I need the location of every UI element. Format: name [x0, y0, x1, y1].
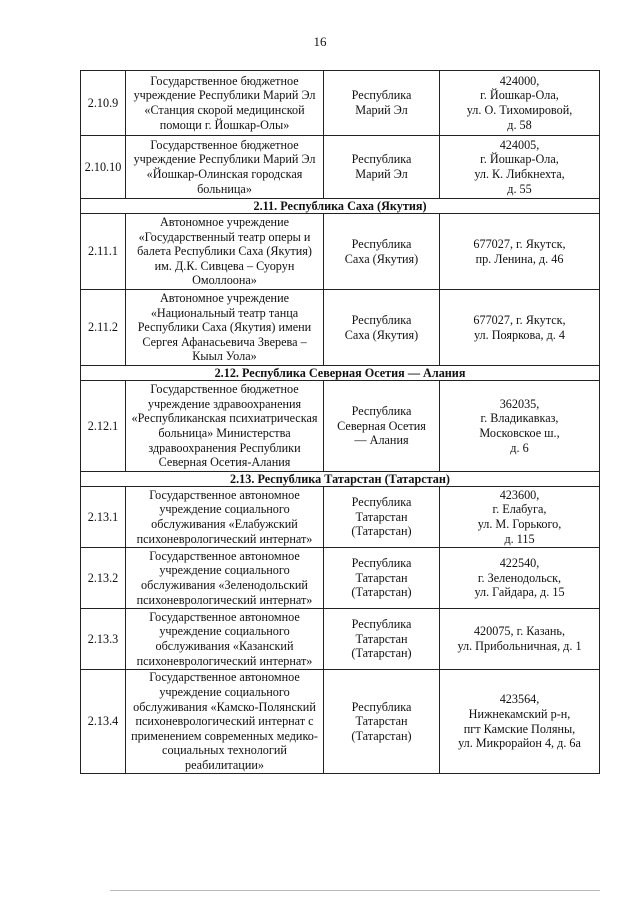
cell-line: (Татарстан) [351, 728, 412, 743]
cell-line: балета Республики Саха (Якутия) [137, 244, 312, 259]
cell-line: — Алания [354, 433, 409, 448]
cell-line: Московское ш., [479, 426, 560, 440]
cell-line: г. Йошкар-Ола, [480, 152, 559, 167]
cell-line: Республика [351, 617, 412, 632]
row-number: 2.12.1 [81, 381, 126, 472]
cell-line: Республика [351, 88, 412, 103]
region-cell [324, 136, 440, 199]
cell-line: Республика [351, 556, 412, 571]
cell-line: «Государственный театр оперы и [138, 229, 311, 244]
cell-line: 424005, [499, 137, 540, 152]
region-cell [324, 290, 440, 366]
cell-line: Государственное автономное [149, 548, 300, 563]
section-header-row [81, 472, 600, 487]
cell-line: д. 115 [504, 531, 535, 546]
cell-line: г. Зеленодольск, [477, 570, 562, 585]
cell-line: Республика [351, 236, 412, 251]
cell-line: ул. Прибольничная, д. 1 [457, 639, 582, 653]
table-row [81, 609, 600, 670]
cell-line: Республика [351, 404, 412, 419]
cell-line: учреждение социального [159, 624, 290, 639]
cell-line: «Республиканская психиатрическая [131, 411, 318, 426]
cell-line: г. Йошкар-Ола, [480, 88, 559, 103]
address-cell [440, 548, 600, 609]
institution-name-cell [126, 548, 324, 609]
row-number: 2.13.3 [81, 609, 126, 670]
cell-line: психоневрологический интернат» [136, 653, 313, 668]
cell-line: ул. О. Тихомировой, [466, 103, 573, 117]
cell-line: Государственное бюджетное [150, 137, 299, 152]
table-row [81, 670, 600, 774]
cell-line: 423564, [499, 692, 540, 707]
cell-line: Республика [351, 312, 412, 327]
cell-line: «Йошкар-Олинская городская [146, 167, 303, 181]
table-row [81, 136, 600, 199]
cell-line: Татарстан [355, 631, 408, 646]
table-row [81, 290, 600, 366]
cell-line: 424000, [499, 73, 540, 88]
cell-line: Автономное учреждение [159, 215, 290, 230]
cell-line: Марий Эл [355, 103, 408, 117]
row-number: 2.11.1 [81, 214, 126, 290]
region-cell [324, 71, 440, 136]
section-title: 2.13. Республика Татарстан (Татарстан) [81, 472, 600, 487]
institution-name-cell [126, 290, 324, 366]
cell-line: учреждение здравоохранения [147, 396, 302, 411]
address-cell [440, 214, 600, 290]
cell-line: обслуживания «Казанский [155, 639, 294, 653]
cell-line: 420075, г. Казань, [473, 624, 566, 639]
cell-line: 677027, г. Якутск, [473, 312, 566, 327]
cell-line: психоневрологический интернат» [136, 531, 313, 546]
cell-line: г. Елабуга, [492, 502, 547, 517]
cell-line: Государственное бюджетное [150, 73, 299, 88]
cell-line: Кыыл Уола» [192, 349, 257, 364]
cell-line: применением современных медико- [131, 728, 318, 743]
cell-line: пр. Ленина, д. 46 [475, 251, 564, 266]
cell-line: ул. Пояркова, д. 4 [474, 327, 565, 342]
cell-line: (Татарстан) [351, 646, 412, 661]
cell-line: им. Д.К. Сивцева – Суорун [154, 258, 295, 273]
cell-line: Нижнекамский р-н, [468, 706, 571, 721]
institution-name-cell [126, 214, 324, 290]
cell-line: Государственное автономное [149, 609, 300, 624]
address-cell [440, 136, 600, 199]
cell-line: пгт Камские Поляны, [463, 721, 576, 736]
cell-line: Саха (Якутия) [344, 251, 419, 266]
region-cell [324, 609, 440, 670]
cell-line: учреждение Республики Марий Эл [133, 152, 316, 167]
cell-line: реабилитации» [185, 757, 264, 772]
cell-line: Государственное бюджетное [150, 382, 299, 397]
cell-line: ул. К. Либкнехта, [474, 167, 565, 181]
cell-line: 423600, [499, 487, 540, 502]
section-title: 2.11. Республика Саха (Якутия) [81, 199, 600, 214]
region-cell [324, 548, 440, 609]
institution-name-cell [126, 136, 324, 199]
institution-name-cell [126, 609, 324, 670]
table-row [81, 548, 600, 609]
region-cell [324, 487, 440, 548]
cell-line: Автономное учреждение [159, 291, 290, 306]
address-cell [440, 609, 600, 670]
row-number: 2.13.2 [81, 548, 126, 609]
cell-line: 362035, [499, 396, 540, 411]
cell-line: 422540, [499, 556, 540, 571]
cell-line: Сергея Афанасьевича Зверева – [142, 334, 307, 349]
cell-line: Омоллоона» [192, 273, 257, 288]
cell-line: д. 55 [507, 181, 532, 196]
cell-line: Республика [351, 495, 412, 510]
cell-line: обслуживания «Елабужский [151, 517, 298, 531]
cell-line: (Татарстан) [351, 585, 412, 600]
cell-line: Республика [351, 152, 412, 167]
cell-line: Татарстан [355, 509, 408, 524]
cell-line: д. 58 [507, 117, 532, 132]
row-number: 2.13.4 [81, 670, 126, 774]
table-row [81, 487, 600, 548]
cell-line: психоневрологический интернат» [136, 592, 313, 607]
cell-line: «Национальный театр танца [150, 305, 299, 320]
table-row [81, 381, 600, 472]
cell-line: Марий Эл [355, 167, 408, 181]
cell-line: (Татарстан) [351, 524, 412, 539]
cell-line: ул. Микрорайон 4, д. 6а [458, 736, 581, 751]
address-cell [440, 290, 600, 366]
address-cell [440, 670, 600, 774]
cell-line: Татарстан [355, 714, 408, 729]
address-cell [440, 71, 600, 136]
institution-name-cell [126, 381, 324, 472]
cell-line: учреждение Республики Марий Эл [133, 88, 316, 103]
cell-line: учреждение социального [159, 502, 290, 517]
address-cell [440, 487, 600, 548]
region-cell [324, 214, 440, 290]
cell-line: психоневрологический интернат с [135, 714, 314, 729]
cell-line: обслуживания «Камско-Полянский [133, 699, 316, 714]
cell-line: Саха (Якутия) [344, 327, 419, 342]
row-number: 2.10.10 [81, 136, 126, 199]
cell-line: здравоохранения Республики [148, 440, 301, 455]
cell-line: учреждение социального [159, 563, 290, 578]
cell-line: Северная Осетия [337, 418, 426, 433]
cell-line: Татарстан [355, 570, 408, 585]
cell-line: Республика [351, 699, 412, 714]
cell-line: больница» Министерства [158, 426, 291, 440]
cell-line: ул. Гайдара, д. 15 [474, 585, 565, 600]
cell-line: Северная Осетия-Алания [158, 455, 291, 470]
address-cell [440, 381, 600, 472]
cell-line: ул. М. Горького, [477, 517, 562, 531]
table-row [81, 71, 600, 136]
cell-line: Государственное автономное [149, 487, 300, 502]
cell-line: учреждение социального [159, 685, 290, 700]
section-header-row [81, 366, 600, 381]
page-number: 16 [313, 34, 327, 49]
cell-line: Республики Саха (Якутия) имени [137, 320, 312, 335]
institution-name-cell [126, 670, 324, 774]
cell-line: г. Владикавказ, [480, 411, 559, 426]
cell-line: больница» [197, 181, 252, 196]
cell-line: д. 6 [510, 440, 529, 455]
institution-name-cell [126, 487, 324, 548]
cell-line: социальных технологий [162, 743, 287, 758]
section-title: 2.12. Республика Северная Осетия — Алания [81, 366, 600, 381]
cell-line: «Станция скорой медицинской [144, 103, 305, 117]
institution-name-cell [126, 71, 324, 136]
row-number: 2.10.9 [81, 71, 126, 136]
cell-line: 677027, г. Якутск, [473, 236, 566, 251]
cell-line: помощи г. Йошкар-Олы» [159, 117, 290, 132]
region-cell [324, 381, 440, 472]
section-header-row [81, 199, 600, 214]
table-row [81, 214, 600, 290]
row-number: 2.11.2 [81, 290, 126, 366]
region-cell [324, 670, 440, 774]
page-bottom-rule [110, 890, 600, 891]
cell-line: Государственное автономное [149, 670, 300, 685]
institutions-table [80, 70, 600, 774]
cell-line: обслуживания «Зеленодольский [141, 578, 308, 592]
row-number: 2.13.1 [81, 487, 126, 548]
